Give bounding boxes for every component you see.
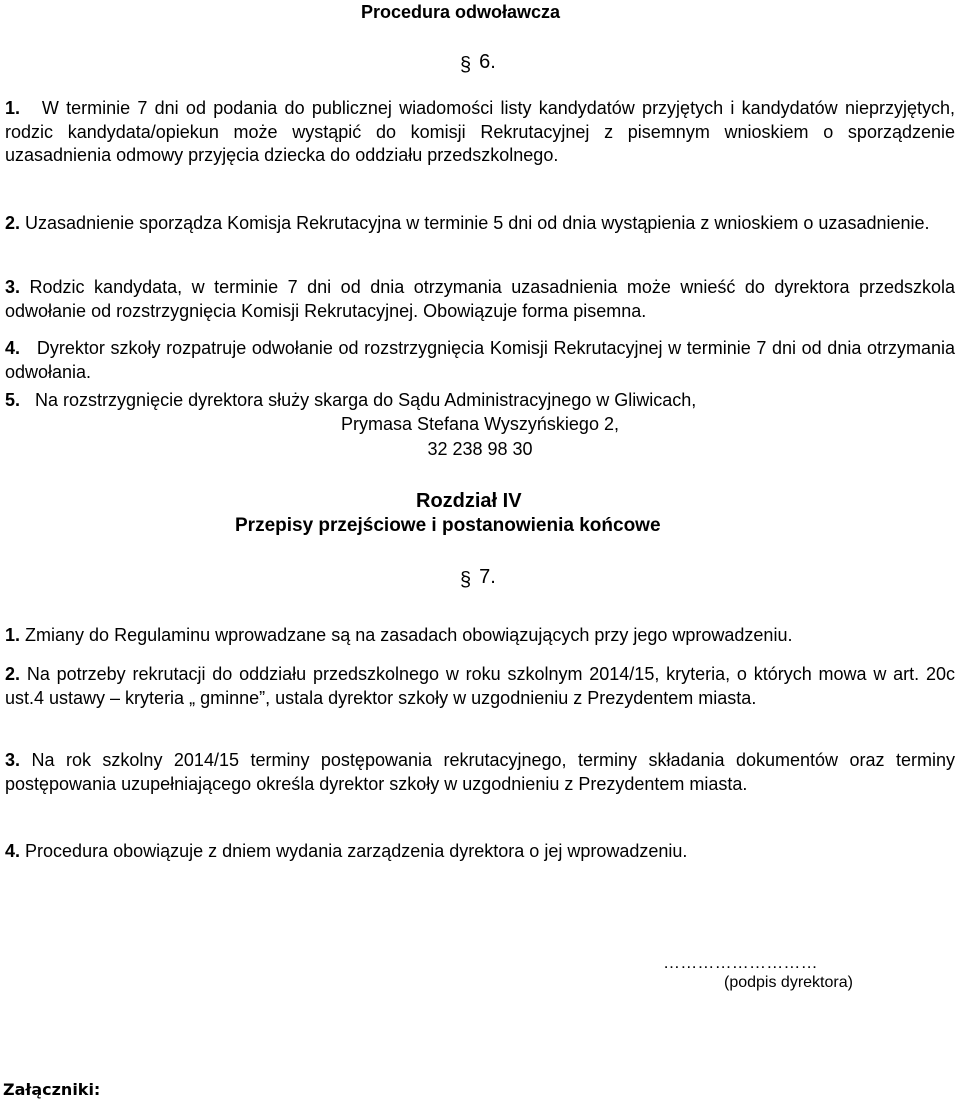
list-item [5,840,687,862]
chapter-subtitle: Przepisy przejściowe i postanowienia końcowe [235,515,661,536]
list-item [5,212,955,236]
item-text: Dyrektor szkoły rozpatruje odwołanie od rozstrzygnięcia Komisji Rekrutacyjnej w terminie 7 dni od dnia otrzymania odwołania. [5,338,955,382]
list-item [5,624,792,646]
item-text: Na potrzeby rekrutacji do oddziału przedszkolnego w roku szkolnym 2014/15, kryteria, o których mowa w art. 20c ust.4 ustawy – kryteria „ gminne”, ustala dyrektor szkoły w uzgodnieniu z Prezydentem miasta. [5,664,955,708]
item-number: 4. [5,338,21,358]
paragraph-number-7 [460,565,496,592]
section-heading: Procedura odwoławcza [361,2,561,22]
item-number: 2. [5,664,21,684]
item-number: 5. [5,390,21,410]
chapter-title: Rozdział IV [416,490,522,512]
item-number: 3. [5,750,21,770]
list-item [5,389,696,411]
list-item [5,663,955,710]
item-text: Na rok szkolny 2014/15 terminy postępowania rekrutacyjnego, terminy składania dokumentów oraz terminy postępowania uzupełniającego określa dyrektor szkoły w uzgodnieniu z Prezydentem miasta. [5,750,955,794]
section-number: 6. [479,51,496,73]
item-text: Uzasadnienie sporządza Komisja Rekrutacyjna w terminie 5 dni od dnia wystąpienia z wnioskiem o uzasadnienie. [25,213,930,233]
list-item [5,97,955,168]
item-number: 1. [5,625,21,645]
signature-caption: (podpis dyrektora) [724,974,853,991]
section-symbol: § [460,569,472,591]
item-number: 3. [5,277,21,297]
item-number: 2. [5,213,21,233]
paragraph-number-6 [460,50,496,77]
item-number: 1. [5,98,21,118]
item-text: Procedura obowiązuje z dniem wydania zarządzenia dyrektora o jej wprowadzeniu. [25,841,688,861]
section-symbol: § [460,54,472,76]
court-address: Prymasa Stefana Wyszyńskiego 2, [341,414,619,434]
list-item [5,276,955,323]
item-number: 4. [5,841,21,861]
item-text: Na rozstrzygnięcie dyrektora służy skarga do Sądu Administracyjnego w Gliwicach, [35,390,697,410]
item-text: W terminie 7 dni od podania do publicznej wiadomości listy kandydatów przyjętych i kandydatów nieprzyjętych, rodzic kandydata/opiekun może wystąpić do komisji Rekrutacyjnej z pisemnym wnioskiem o sporządzenie uzasadnienia odmowy przyjęcia dziecka do oddziału przedszkolnego. [5,98,955,166]
signature-line: ……………………… [663,953,818,972]
list-item [5,337,955,384]
item-text: Rodzic kandydata, w terminie 7 dni od dnia otrzymania uzasadnienia może wnieść do dyrektora przedszkola odwołanie od rozstrzygnięcia Komisji Rekrutacyjnej. Obowiązuje forma pisemna. [5,277,955,321]
section-number: 7. [479,566,496,588]
item-text: Zmiany do Regulaminu wprowadzane są na zasadach obowiązujących przy jego wprowadzeniu. [25,625,793,645]
list-item [5,749,955,796]
attachments-label: Załączniki: [3,1080,101,1099]
court-phone: 32 238 98 30 [427,439,533,459]
